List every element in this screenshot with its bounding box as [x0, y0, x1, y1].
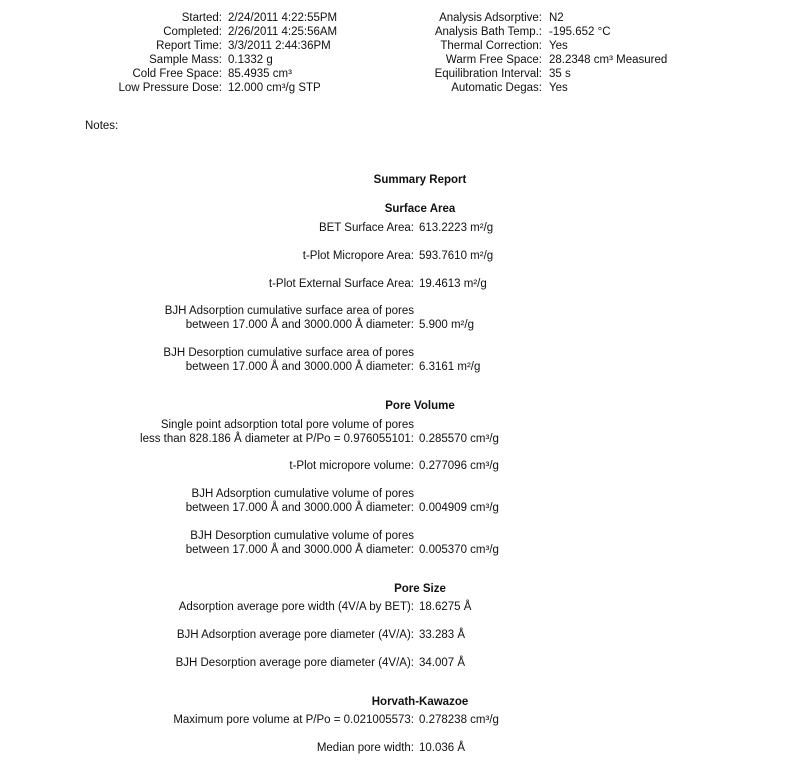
result-value: 0.277096 cm³/g [419, 460, 499, 472]
section-title: Pore Size [394, 583, 446, 595]
header-label: Cold Free Space: [132, 68, 222, 80]
header-row-completed [0, 25, 790, 39]
notes-label: Notes: [85, 120, 119, 132]
result-value: 0.278238 cm³/g [419, 714, 499, 726]
result-value: 34.007 Å [419, 657, 466, 669]
result-value: 0.005370 cm³/g [419, 544, 499, 556]
header-label: Warm Free Space: [445, 54, 542, 66]
header-label: Thermal Correction: [440, 40, 542, 52]
result-label: BJH Adsorption average pore diameter (4V/A): [176, 629, 414, 641]
header-label: Equilibration Interval: [434, 68, 542, 80]
result-label: t-Plot micropore volume: [289, 460, 414, 472]
section-title: Surface Area [384, 203, 456, 215]
section-title: Pore Volume [385, 400, 455, 412]
result-value: 18.6275 Å [419, 601, 472, 613]
result-label: Single point adsorption total pore volume of pores less than 828.186 Å diameter at P/Po = 0.976055101: [140, 419, 414, 445]
header-value: 12.000 cm³/g STP [228, 82, 321, 94]
section-title: Horvath-Kawazoe [371, 696, 469, 708]
header-value: Yes [549, 40, 568, 52]
header-row-report-time [0, 39, 790, 53]
header-value: 35 s [549, 68, 571, 80]
header-row-cold-free-space [0, 67, 790, 81]
header-value: 3/3/2011 2:44:36PM [228, 40, 331, 52]
result-value: 10.036 Å [419, 742, 466, 754]
header-label: Report Time: [156, 40, 222, 52]
header-value: 2/26/2011 4:25:56AM [228, 26, 338, 38]
header-value: 0.1332 g [228, 54, 273, 66]
header-label: Analysis Bath Temp.: [434, 26, 542, 38]
result-label: BJH Desorption cumulative volume of pores between 17.000 Å and 3000.000 Å diameter: [185, 530, 414, 556]
result-label: BJH Adsorption cumulative volume of pores between 17.000 Å and 3000.000 Å diameter: [185, 488, 414, 514]
summary-report-title: Summary Report [373, 174, 467, 186]
result-value: 0.285570 cm³/g [419, 433, 499, 445]
result-value: 613.2223 m²/g [419, 222, 494, 234]
header-row-low-pressure-dose [0, 81, 790, 95]
header-value: -195.652 °C [549, 26, 611, 38]
header-value: Yes [549, 82, 568, 94]
result-label: BJH Adsorption cumulative surface area of pores between 17.000 Å and 3000.000 Å diameter: [164, 305, 414, 331]
header-value: 28.2348 cm³ Measured [549, 54, 668, 66]
header-label: Low Pressure Dose: [118, 82, 222, 94]
result-value: 5.900 m²/g [419, 319, 474, 331]
result-label: Adsorption average pore width (4V/A by BET): [178, 601, 414, 613]
header-label: Started: [181, 12, 222, 24]
result-label: t-Plot Micropore Area: [302, 250, 414, 262]
header-row-started [0, 11, 790, 25]
header-value: 85.4935 cm³ [228, 68, 292, 80]
header-value: 2/24/2011 4:22:55PM [228, 12, 338, 24]
result-label: Maximum pore volume at P/Po = 0.021005573: [173, 714, 414, 726]
result-value: 19.4613 m²/g [419, 278, 487, 290]
result-value: 33.283 Å [419, 629, 466, 641]
result-label: BJH Desorption cumulative surface area of pores between 17.000 Å and 3000.000 Å diameter: [163, 347, 414, 373]
header-label: Automatic Degas: [451, 82, 542, 94]
header-label: Sample Mass: [149, 54, 222, 66]
header-label: Completed: [163, 26, 222, 38]
header-value: N2 [549, 12, 564, 24]
header-row-sample-mass [0, 53, 790, 67]
result-label: t-Plot External Surface Area: [268, 278, 414, 290]
result-label: BET Surface Area: [318, 222, 414, 234]
result-value: 593.7610 m²/g [419, 250, 494, 262]
result-label: Median pore width: [316, 742, 414, 754]
result-label: BJH Desorption average pore diameter (4V/A): [175, 657, 414, 669]
result-value: 0.004909 cm³/g [419, 502, 499, 514]
result-value: 6.3161 m²/g [419, 361, 481, 373]
header-label: Analysis Adsorptive: [439, 12, 542, 24]
